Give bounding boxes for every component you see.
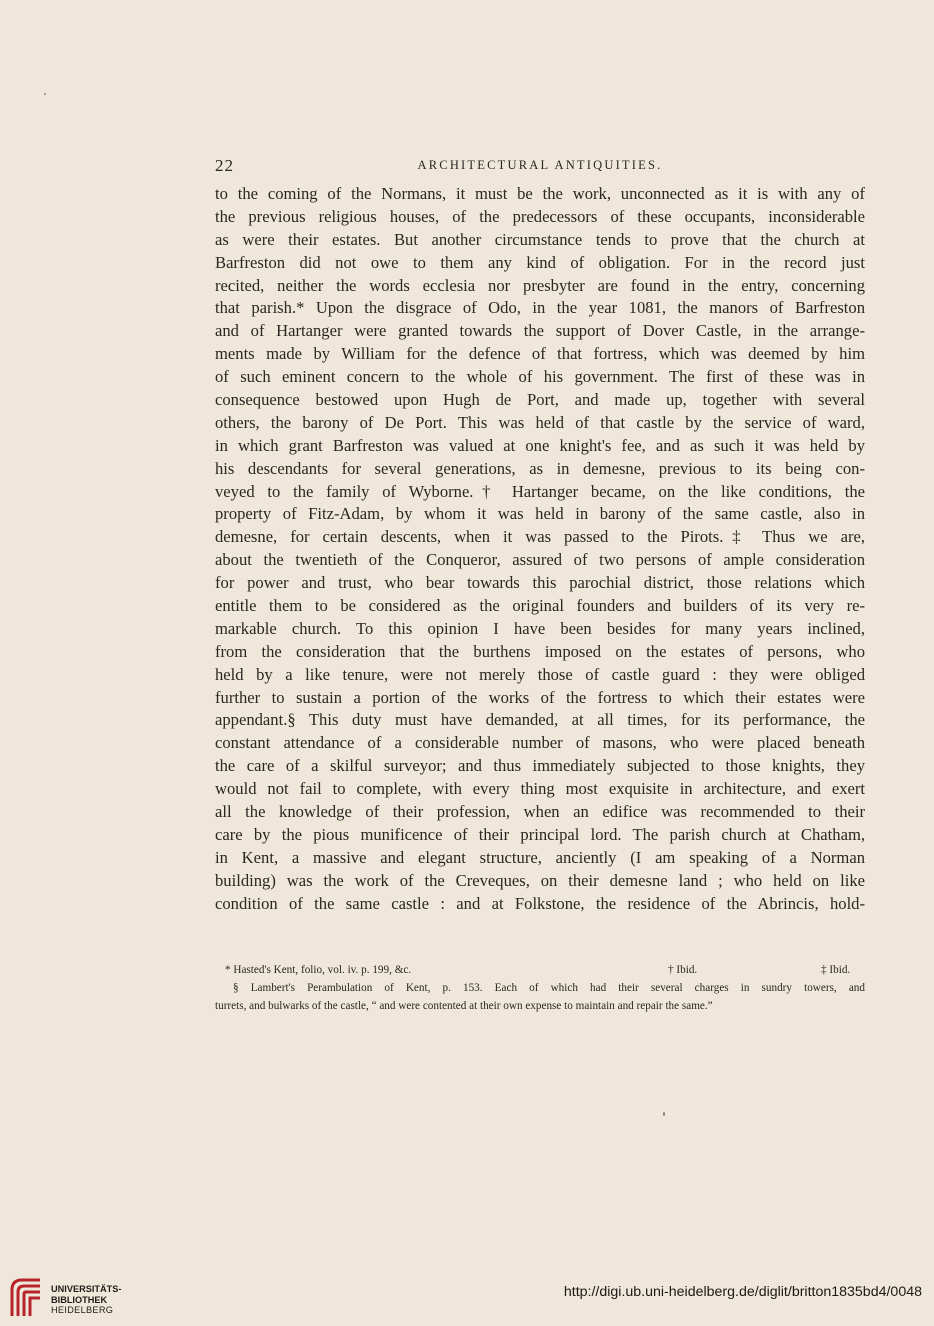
body-line: markable church. To this opinion I have been besides for many years inclined, <box>215 618 865 638</box>
footnote-section-line-1: § Lambert's Perambulation of Kent, p. 153. Each of which had their several charges in sundry towers, and <box>233 982 865 994</box>
body-line: his descendants for several generations, as in demesne, previous to its being con- <box>215 458 865 478</box>
body-line: care by the pious munificence of their principal lord. The parish church at Chatham, <box>215 824 865 844</box>
body-line: would not fail to complete, with every thing most exquisite in architecture, and exert <box>215 779 865 799</box>
body-line: the care of a skilful surveyor; and thus immediately subjected to those knights, they <box>215 756 865 776</box>
body-line: building) was the work of the Creveques, on their demesne land ; who held on like <box>215 870 865 890</box>
body-line: in Kent, a massive and elegant structure, anciently (I am speaking of a Norman <box>215 847 865 867</box>
body-line: constant attendance of a considerable number of masons, who were placed beneath <box>215 733 865 753</box>
library-name-line-3: HEIDELBERG <box>51 1305 114 1316</box>
body-line: from the consideration that the burthens imposed on the estates of persons, who <box>215 641 865 661</box>
footnote-section-line-2: turrets, and bulwarks of the castle, “ and were contented at their own expense to maintain and repair the same.” <box>215 1000 713 1012</box>
body-line: consequence bestowed upon Hugh de Port, and made up, together with several <box>215 390 865 410</box>
body-line: appendant.§ This duty must have demanded, at all times, for its performance, the <box>215 710 865 730</box>
page-number: 22 <box>215 156 234 175</box>
footnote-row-1 <box>215 961 865 979</box>
body-line: property of Fitz-Adam, by whom it was held in barony of the same castle, also in <box>215 504 865 524</box>
body-line: in which grant Barfreston was valued at one knight's fee, and as such it was held by <box>215 435 865 455</box>
paper-speck <box>44 93 46 95</box>
body-line: and of Hartanger were granted towards the support of Dover Castle, in the arrange- <box>215 321 865 341</box>
body-line: others, the barony of De Port. This was held of that castle by the service of ward, <box>215 412 865 432</box>
body-line: the previous religious houses, of the predecessors of these occupants, inconsiderable <box>215 206 865 226</box>
library-name-line-2: BIBLIOTHEK <box>51 1294 108 1305</box>
footnotes <box>215 961 865 1015</box>
body-line: held by a like tenure, were not merely those of castle guard : they were obliged <box>215 664 865 684</box>
body-line: demesne, for certain descents, when it was passed to the Pirots.‡ Thus we are, <box>215 527 865 547</box>
source-url-link[interactable]: http://digi.ub.uni-heidelberg.de/diglit/britton1835bd4/0048 <box>563 1284 922 1300</box>
footnote-double-dagger: ‡ Ibid. <box>821 964 851 976</box>
body-line: for power and trust, who bear towards this parochial district, those relations which <box>215 573 865 593</box>
paper-speck <box>663 1112 665 1116</box>
footnote-star: * Hasted's Kent, folio, vol. iv. p. 199, &c. <box>225 964 412 976</box>
running-title: ARCHITECTURAL ANTIQUITIES. <box>417 158 663 172</box>
body-line: about the twentieth of the Conqueror, assured of two persons of ample consideration <box>215 550 865 570</box>
library-name-line-1: UNIVERSITÄTS- <box>51 1284 122 1294</box>
library-emblem-icon <box>8 1276 44 1318</box>
body-line: recited, neither the words ecclesia nor presbyter are found in the entry, concerning <box>215 275 865 295</box>
page-header <box>215 156 865 176</box>
body-line: further to sustain a portion of the works of the fortress to which their estates were <box>215 687 865 707</box>
body-line: to the coming of the Normans, it must be the work, unconnected as it is with any of <box>215 184 865 203</box>
library-name <box>51 1284 121 1316</box>
body-line: condition of the same castle : and at Folkstone, the residence of the Abrincis, hold- <box>215 893 865 913</box>
body-line: all the knowledge of their profession, when an edifice was recommended to their <box>215 802 865 822</box>
body-line: ments made by William for the defence of that fortress, which was deemed by him <box>215 344 865 364</box>
body-line: veyed to the family of Wyborne.† Hartanger became, on the like conditions, the <box>215 481 865 501</box>
body-line: entitle them to be considered as the original founders and builders of its very re- <box>215 596 865 616</box>
body-line: that parish.* Upon the disgrace of Odo, in the year 1081, the manors of Barfreston <box>215 298 865 318</box>
footnote-dagger: † Ibid. <box>668 964 698 976</box>
body-text <box>215 183 865 916</box>
body-line: of such eminent concern to the whole of his government. The first of these was in <box>215 367 865 387</box>
body-line: Barfreston did not owe to them any kind of obligation. For in the record just <box>215 252 865 272</box>
library-logo <box>8 1276 158 1324</box>
body-line: as were their estates. But another circumstance tends to prove that the church at <box>215 229 865 249</box>
